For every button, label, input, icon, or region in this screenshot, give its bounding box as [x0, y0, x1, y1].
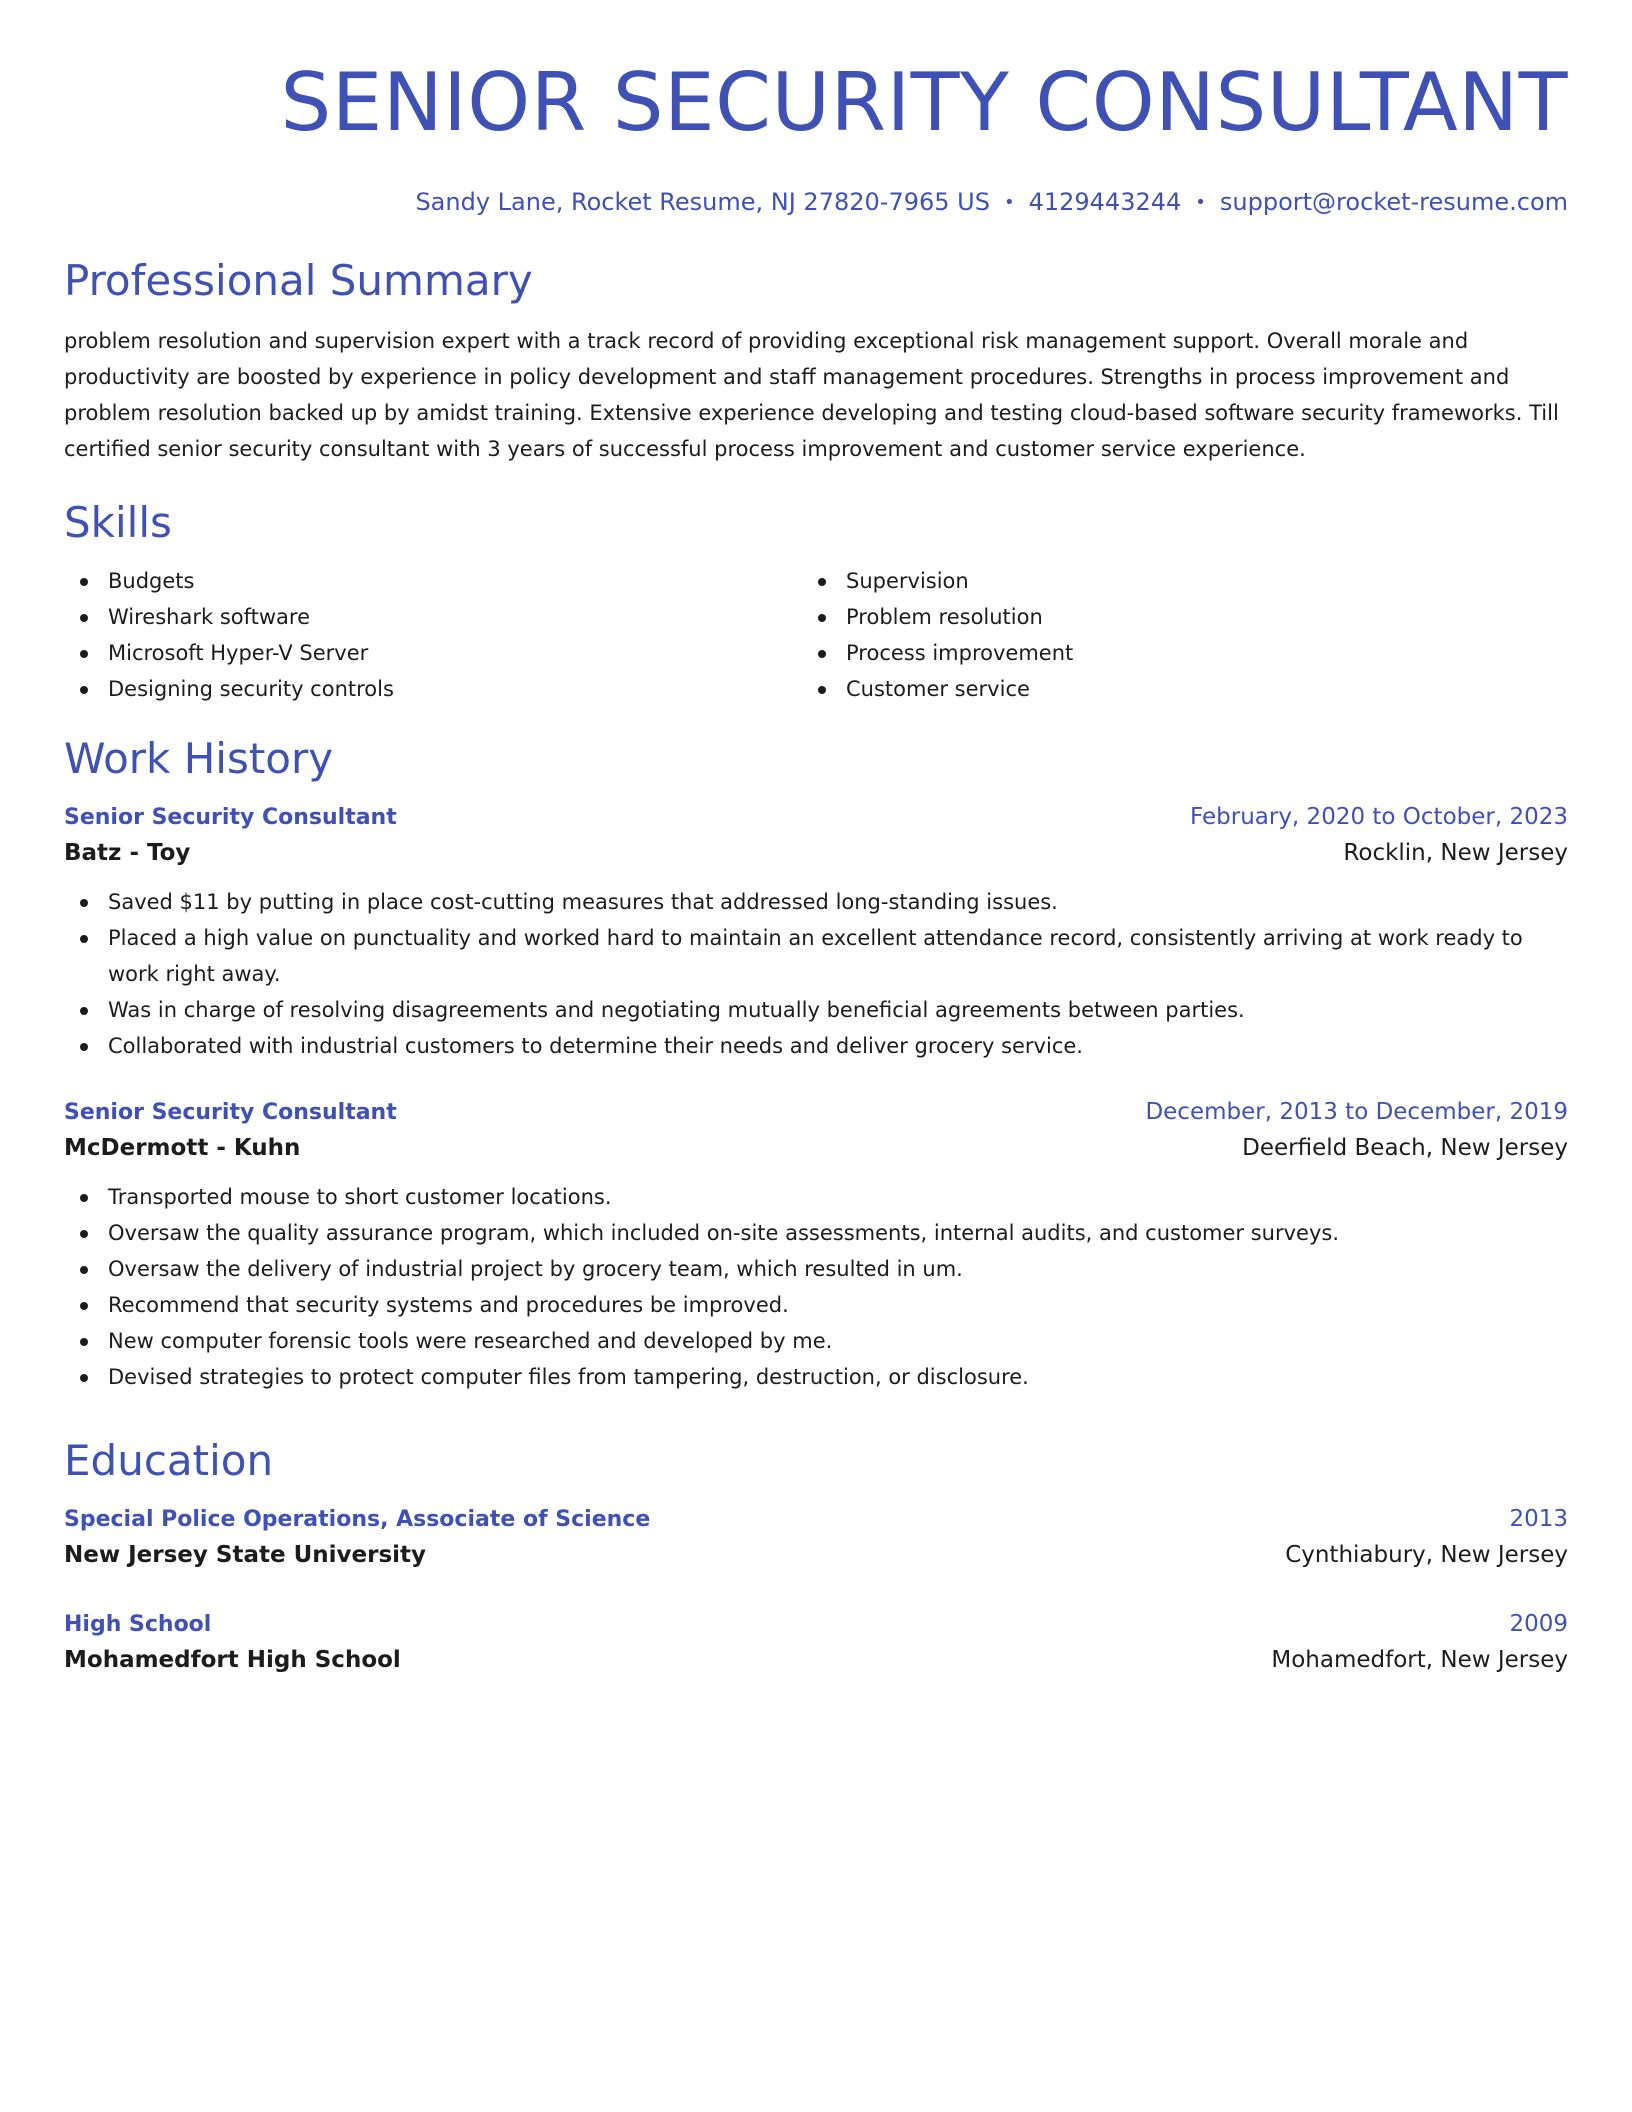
resume-header: [64, 52, 1568, 219]
skill-item: Budgets: [64, 563, 802, 599]
work-history-heading: Work History: [64, 734, 334, 783]
education-school-row: [64, 1536, 1568, 1574]
education-entry: [64, 1608, 1568, 1679]
education-year: 2013: [1509, 1506, 1568, 1532]
job-bullet: Oversaw the delivery of industrial project by grocery team, which resulted in um.: [64, 1251, 1568, 1287]
job-bullet: Transported mouse to short customer locations.: [64, 1179, 1568, 1215]
summary-section: [64, 253, 1568, 467]
skill-item: Process improvement: [802, 635, 1540, 671]
job-bullet: Recommend that security systems and procedures be improved.: [64, 1287, 1568, 1323]
job-bullet: New computer forensic tools were researched and developed by me.: [64, 1323, 1568, 1359]
education-header-row: [64, 1608, 1568, 1641]
skill-item: Problem resolution: [802, 599, 1540, 635]
job-header-row: [64, 801, 1568, 834]
job-company: Batz - Toy: [64, 840, 191, 866]
education-school: New Jersey State University: [64, 1542, 427, 1568]
job-bullet: Devised strategies to protect computer files from tampering, destruction, or disclosure.: [64, 1359, 1568, 1395]
job-bullet: Saved $11 by putting in place cost-cutting measures that addressed long-standing issues.: [64, 884, 1568, 920]
job-location: Rocklin, New Jersey: [1343, 840, 1568, 866]
job-bullet: Collaborated with industrial customers to determine their needs and deliver grocery service.: [64, 1028, 1568, 1064]
education-location: Mohamedfort, New Jersey: [1271, 1647, 1568, 1673]
job-location: Deerfield Beach, New Jersey: [1242, 1135, 1568, 1161]
contact-email[interactable]: support@rocket-resume.com: [1219, 188, 1568, 216]
education-entry: [64, 1503, 1568, 1574]
education-section: [64, 1433, 1568, 1679]
job-org-row: [64, 1129, 1568, 1167]
education-school: Mohamedfort High School: [64, 1647, 401, 1673]
job-role: Senior Security Consultant: [64, 805, 397, 830]
education-year: 2009: [1509, 1611, 1568, 1637]
job-dates: December, 2013 to December, 2019: [1145, 1099, 1568, 1125]
education-location: Cynthiabury, New Jersey: [1285, 1542, 1568, 1568]
education-degree: High School: [64, 1612, 212, 1637]
education-school-row: [64, 1641, 1568, 1679]
job-org-row: [64, 834, 1568, 872]
contact-separator: •: [1195, 192, 1206, 213]
job-role: Senior Security Consultant: [64, 1100, 397, 1125]
job-company: McDermott - Kuhn: [64, 1135, 301, 1161]
job-bullet: Was in charge of resolving disagreements and negotiating mutually beneficial agreements between parties.: [64, 992, 1568, 1028]
job-bullets: [64, 1179, 1568, 1395]
work-history-section: [64, 731, 1568, 1395]
skills-column-left: [64, 563, 802, 707]
contact-address: Sandy Lane, Rocket Resume, NJ 27820-7965 US: [415, 188, 990, 216]
job-dates: February, 2020 to October, 2023: [1190, 804, 1568, 830]
job-entry: [64, 1096, 1568, 1395]
candidate-title: SENIOR SECURITY CONSULTANT: [280, 56, 1568, 149]
contact-phone: 4129443244: [1028, 188, 1182, 216]
education-degree: Special Police Operations, Associate of Science: [64, 1507, 651, 1532]
job-bullets: [64, 884, 1568, 1064]
skill-item: Microsoft Hyper-V Server: [64, 635, 802, 671]
contact-separator: •: [1003, 192, 1015, 213]
skills-heading: Skills: [64, 498, 172, 547]
skills-column-right: [802, 563, 1540, 707]
job-entry: [64, 801, 1568, 1064]
skill-item: Designing security controls: [64, 671, 802, 707]
contact-line: [64, 186, 1568, 219]
job-bullet: Oversaw the quality assurance program, which included on-site assessments, internal audits, and customer surveys.: [64, 1215, 1568, 1251]
education-heading: Education: [64, 1436, 274, 1485]
skills-section: [64, 495, 1568, 707]
summary-text: problem resolution and supervision expert with a track record of providing exceptional risk management support. Overall morale and productivity are boosted by experience in policy development and staff management procedures. Strengths in process improvement and problem resolution backed up by amidst training. Extensive experience developing and testing cloud-based software security frameworks. Till certified senior security consultant with 3 years of successful process improvement and customer service experience.: [64, 329, 1559, 461]
education-header-row: [64, 1503, 1568, 1536]
skill-item: Wireshark software: [64, 599, 802, 635]
summary-heading: Professional Summary: [64, 256, 533, 305]
job-bullet: Placed a high value on punctuality and worked hard to maintain an excellent attendance record, consistently arriving at work ready to work right away.: [64, 920, 1568, 992]
skills-grid: [64, 563, 1568, 707]
skill-item: Customer service: [802, 671, 1540, 707]
job-header-row: [64, 1096, 1568, 1129]
skill-item: Supervision: [802, 563, 1540, 599]
